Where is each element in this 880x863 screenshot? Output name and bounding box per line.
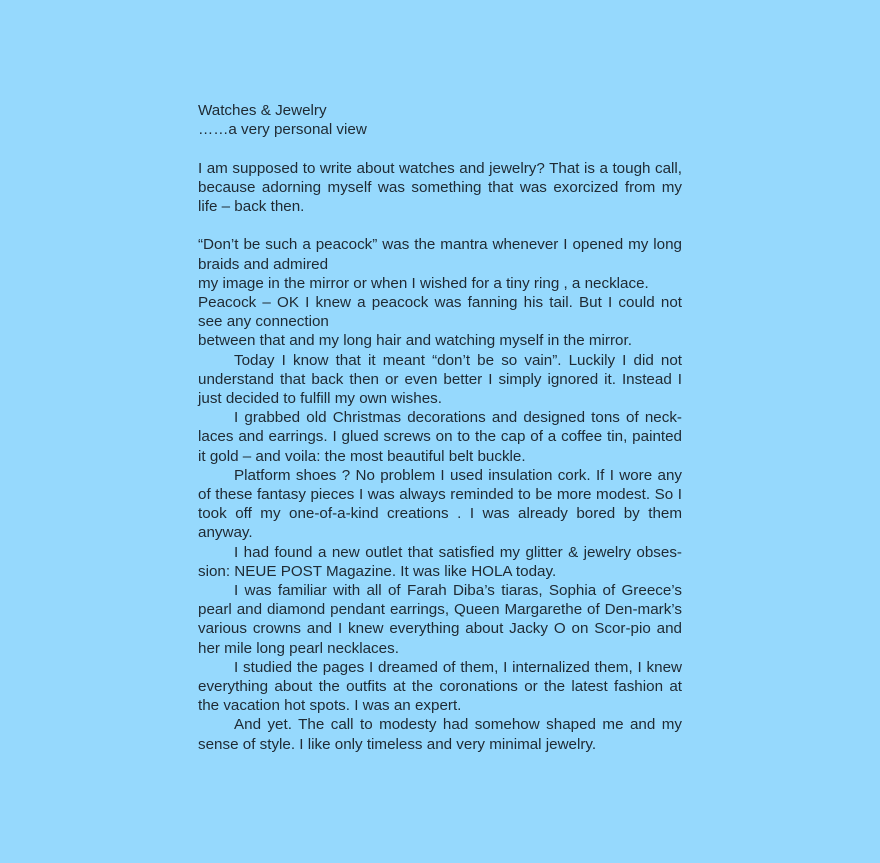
- article-title: Watches & Jewelry: [198, 102, 327, 119]
- spacer: [198, 139, 682, 158]
- paragraph-platform-shoes: Platform shoes ? No problem I used insulation cork. If I wore any of these fantasy pieces I was always reminded to be more modest. So I took off my one-of-a-kind creations . I was already bored by them anyway.: [198, 466, 682, 542]
- paragraph-expert: I studied the pages I dreamed of them, I internalized them, I knew everything about the outfits at the coronations or the latest fashion at the vacation hot spots. I was an expert.: [198, 658, 682, 715]
- paragraph-decorations: I grabbed old Christmas decorations and designed tons of neck-laces and earrings. I glued screws on to the cap of a coffee tin, painted it gold – and voila: the most beautiful belt buckle.: [198, 409, 682, 465]
- paragraph-mantra: “Don’t be such a peacock” was the mantra whenever I opened my long braids and admired: [198, 236, 682, 273]
- spacer: [198, 216, 682, 235]
- paragraph-vain: Today I know that it meant “don’t be so vain”. Luckily I did not understand that back then or even better I simply ignored it. Instead I just decided to fulfill my own wishes.: [198, 351, 682, 408]
- paragraph-peacock: Peacock – OK I knew a peacock was fanning his tail. But I could not see any connection: [198, 294, 682, 331]
- article: [198, 101, 682, 754]
- paragraph-royals: I was familiar with all of Farah Diba’s tiaras, Sophia of Greece’s pearl and diamond pendant earrings, Queen Margarethe of Den-mark’s various crowns and I knew everything about Jacky O on Scor-pio and her mile long pearl necklaces.: [198, 582, 682, 657]
- paragraph-magazine: I had found a new outlet that satisfied my glitter & jewelry obses-sion: NEUE POST Magazine. It was like HOLA today.: [198, 543, 682, 580]
- paragraph-intro: I am supposed to write about watches and jewelry? That is a tough call, because adorning myself was something that was exorcized from my life – back then.: [198, 159, 682, 215]
- paragraph-mirror: my image in the mirror or when I wished for a tiny ring , a necklace.: [198, 274, 649, 292]
- article-subtitle: ……a very personal view: [198, 121, 367, 139]
- paragraph-connection: between that and my long hair and watching myself in the mirror.: [198, 332, 632, 350]
- paragraph-conclusion: And yet. The call to modesty had somehow shaped me and my sense of style. I like only timeless and very minimal jewelry.: [198, 716, 682, 753]
